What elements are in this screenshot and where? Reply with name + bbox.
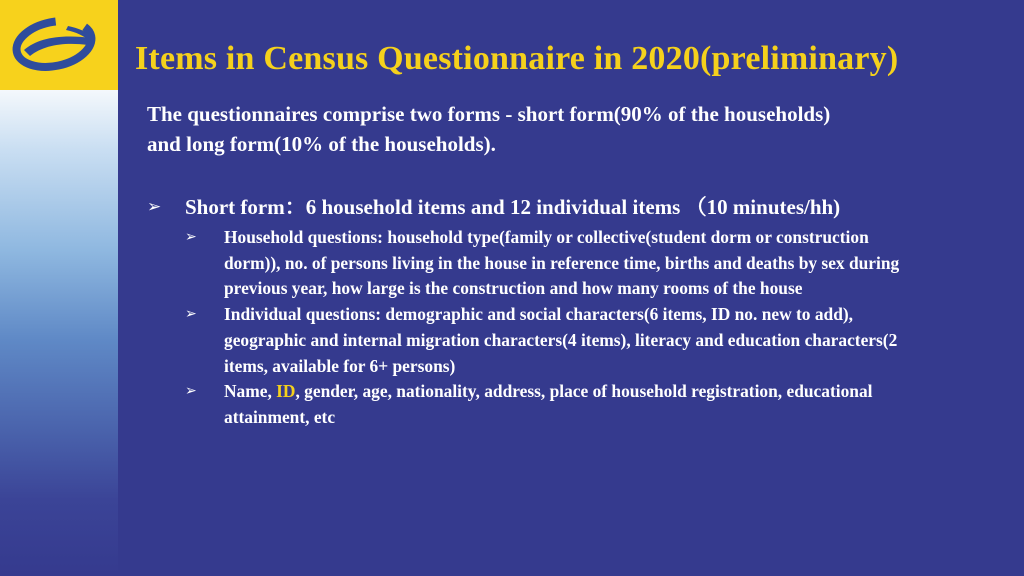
arrow-bullet-icon: ➢	[185, 383, 197, 400]
short-form-sublist	[185, 225, 910, 431]
short-form-bullet	[147, 192, 907, 431]
arrow-bullet-icon: ➢	[185, 229, 197, 245]
bullet-list	[147, 192, 907, 431]
agency-logo-icon	[8, 12, 108, 74]
individual-questions-item	[185, 302, 910, 379]
household-questions-text: Household questions: household type(family or collective(student dorm or construction dorm)), no. of persons living in the house in reference time, births and deaths by sex during previous year, how large is the construction and how many rooms of the house	[224, 227, 900, 299]
arrow-bullet-icon: ➢	[185, 306, 197, 323]
side-gradient-bar	[0, 0, 118, 576]
slide-title: Items in Census Questionnaire in 2020(preliminary)	[135, 40, 899, 77]
household-questions-item	[185, 225, 910, 302]
individual-questions-text: Individual questions: demographic and social characters(6 items, ID no. new to add), geographic and internal migration characters(4 items), literacy and education characters(2 items, available for 6+ persons)	[224, 304, 898, 376]
logo-box	[0, 0, 118, 90]
intro-paragraph: The questionnaires comprise two forms - short form(90% of the households) and long form(10% of the households).	[147, 102, 831, 156]
individual-fields-text-after: , gender, age, nationality, address, place of household registration, educational attainment, etc	[224, 381, 873, 427]
arrow-bullet-icon: ➢	[147, 197, 162, 217]
short-form-heading: Short form：6 household items and 12 individual items （10 minutes/hh)	[185, 195, 841, 219]
id-highlight: ID	[276, 381, 296, 402]
individual-fields-item	[185, 379, 910, 430]
individual-fields-text-before: Name,	[224, 381, 277, 402]
